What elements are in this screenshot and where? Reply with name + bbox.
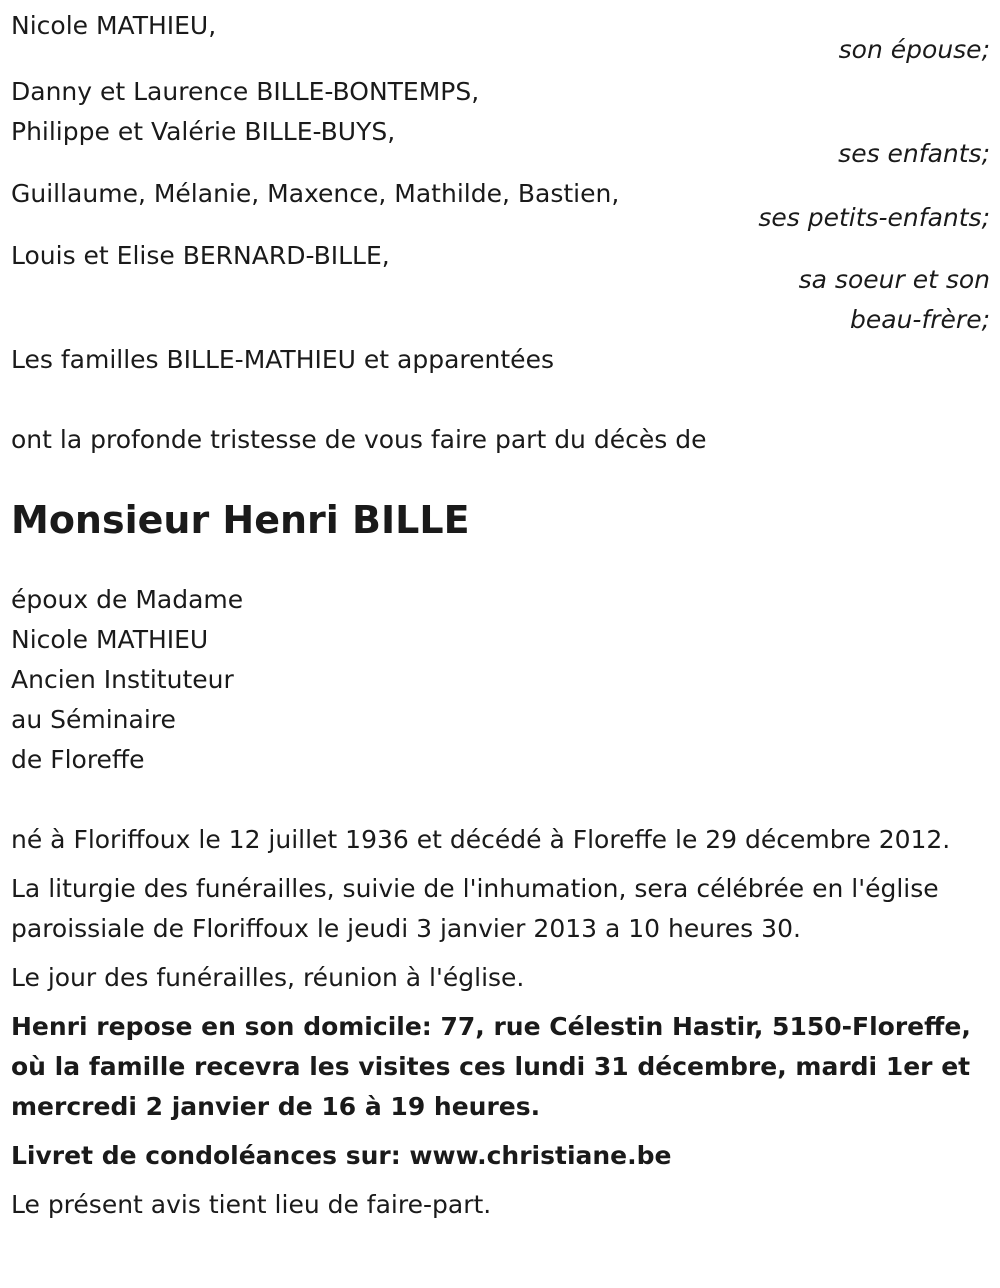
deceased-line-1: époux de Madame bbox=[11, 585, 244, 614]
spouse-role: son épouse; bbox=[838, 35, 990, 64]
deceased-name: Monsieur Henri BILLE bbox=[11, 498, 470, 542]
children-role: ses enfants; bbox=[838, 139, 990, 168]
notice: Le présent avis tient lieu de faire-part. bbox=[11, 1190, 492, 1219]
spouse-name: Nicole MATHIEU, bbox=[11, 11, 217, 40]
child-2: Philippe et Valérie BILLE-BUYS, bbox=[11, 117, 396, 146]
liturgy: La liturgie des funérailles, suivie de l'inhumation, sera célébrée en l'église paroissiale de Floriffoux le jeudi 3 janvier 2013 a 10 heures 30. bbox=[11, 874, 939, 943]
birth-death: né à Floriffoux le 12 juillet 1936 et décédé à Floreffe le 29 décembre 2012. bbox=[11, 825, 951, 854]
deceased-line-3: Ancien Instituteur bbox=[11, 665, 234, 694]
deceased-line-2: Nicole MATHIEU bbox=[11, 625, 209, 654]
repose: Henri repose en son domicile: 77, rue Célestin Hastir, 5150-Floreffe, où la famille recevra les visites ces lundi 31 décembre, mardi 1er et mercredi 2 janvier de 16 à 19 heures. bbox=[11, 1012, 971, 1121]
grandchildren-role: ses petits-enfants; bbox=[758, 203, 990, 232]
grandchildren: Guillaume, Mélanie, Maxence, Mathilde, Bastien, bbox=[11, 179, 620, 208]
condolences: Livret de condoléances sur: www.christiane.be bbox=[11, 1141, 672, 1170]
announcement: ont la profonde tristesse de vous faire part du décès de bbox=[11, 425, 707, 454]
child-1: Danny et Laurence BILLE-BONTEMPS, bbox=[11, 77, 480, 106]
sibling: Louis et Elise BERNARD-BILLE, bbox=[11, 241, 390, 270]
deceased-line-4: au Séminaire bbox=[11, 705, 176, 734]
families: Les familles BILLE-MATHIEU et apparentées bbox=[11, 345, 554, 374]
sibling-role-1: sa soeur et son bbox=[798, 265, 990, 294]
sibling-role-2: beau-frère; bbox=[850, 305, 990, 334]
meeting: Le jour des funérailles, réunion à l'église. bbox=[11, 963, 525, 992]
deceased-line-5: de Floreffe bbox=[11, 745, 145, 774]
